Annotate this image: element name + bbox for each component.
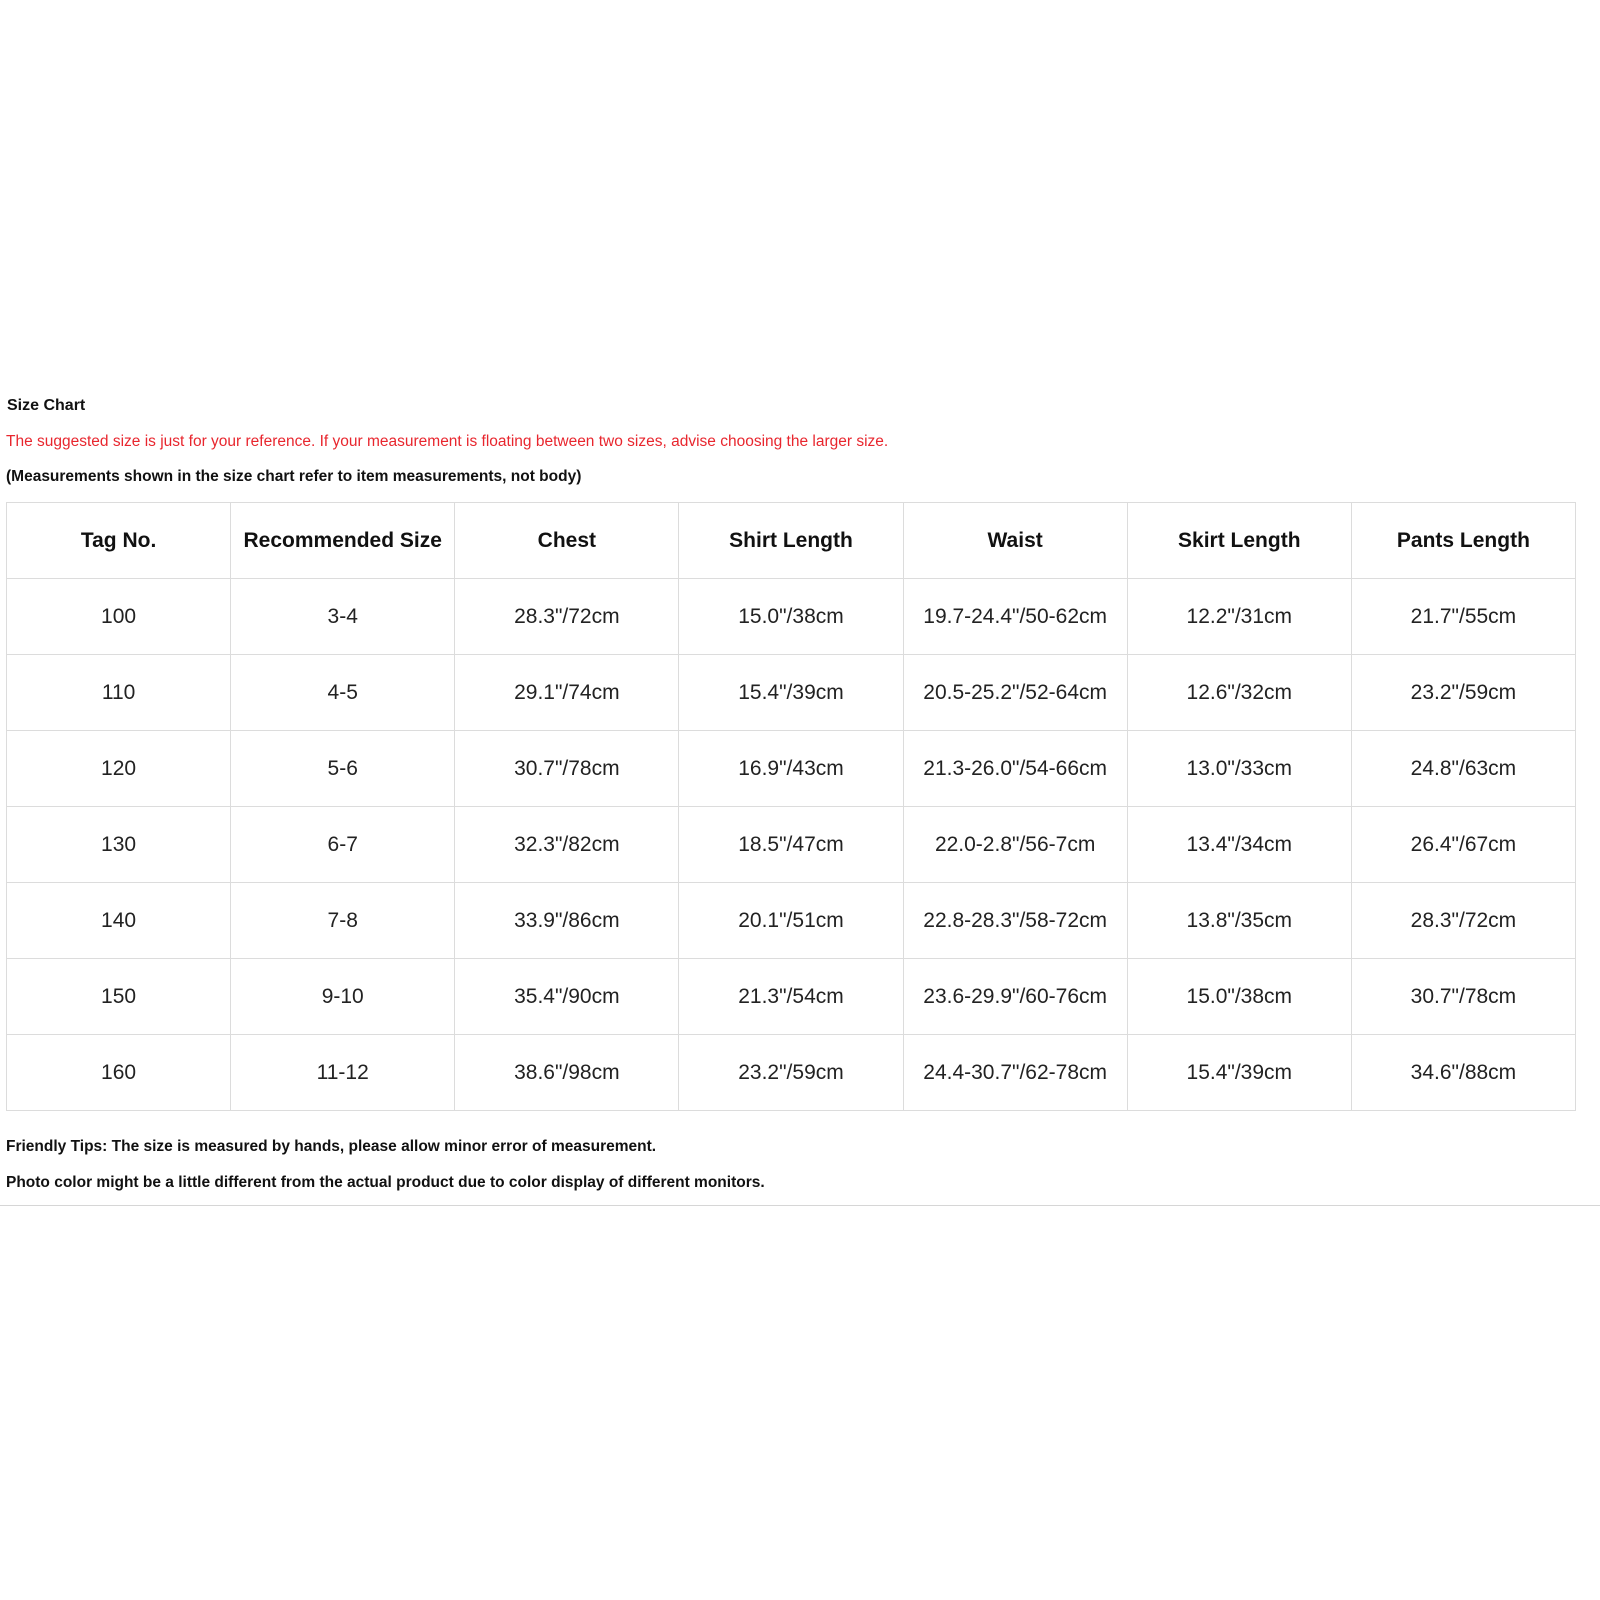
table-row	[7, 655, 1576, 731]
cell-chest: 38.6"/98cm	[455, 1035, 679, 1111]
cell-chest: 29.1"/74cm	[455, 655, 679, 731]
cell-tag-no: 120	[7, 731, 231, 807]
bottom-divider	[0, 1205, 1600, 1206]
color-disclaimer: Photo color might be a little different from the actual product due to color display of different monitors.	[6, 1174, 765, 1191]
cell-waist: 19.7-24.4"/50-62cm	[903, 579, 1127, 655]
cell-skirt-length: 15.0"/38cm	[1127, 959, 1351, 1035]
cell-chest: 35.4"/90cm	[455, 959, 679, 1035]
cell-skirt-length: 15.4"/39cm	[1127, 1035, 1351, 1111]
cell-recommended-size: 9-10	[231, 959, 455, 1035]
cell-skirt-length: 13.0"/33cm	[1127, 731, 1351, 807]
cell-waist: 24.4-30.7"/62-78cm	[903, 1035, 1127, 1111]
cell-tag-no: 110	[7, 655, 231, 731]
cell-shirt-length: 16.9"/43cm	[679, 731, 903, 807]
cell-recommended-size: 3-4	[231, 579, 455, 655]
cell-waist: 22.8-28.3"/58-72cm	[903, 883, 1127, 959]
table-row	[7, 1035, 1576, 1111]
header-tag-no: Tag No.	[7, 503, 231, 579]
cell-recommended-size: 7-8	[231, 883, 455, 959]
cell-recommended-size: 6-7	[231, 807, 455, 883]
cell-pants-length: 26.4"/67cm	[1351, 807, 1575, 883]
table-row	[7, 883, 1576, 959]
size-table	[6, 502, 1576, 1111]
cell-shirt-length: 15.4"/39cm	[679, 655, 903, 731]
cell-pants-length: 34.6"/88cm	[1351, 1035, 1575, 1111]
cell-pants-length: 24.8"/63cm	[1351, 731, 1575, 807]
cell-skirt-length: 13.4"/34cm	[1127, 807, 1351, 883]
header-shirt-length: Shirt Length	[679, 503, 903, 579]
cell-shirt-length: 20.1"/51cm	[679, 883, 903, 959]
cell-waist: 21.3-26.0"/54-66cm	[903, 731, 1127, 807]
cell-chest: 28.3"/72cm	[455, 579, 679, 655]
page-title: Size Chart	[7, 397, 86, 414]
cell-pants-length: 21.7"/55cm	[1351, 579, 1575, 655]
header-skirt-length: Skirt Length	[1127, 503, 1351, 579]
cell-skirt-length: 12.2"/31cm	[1127, 579, 1351, 655]
header-waist: Waist	[903, 503, 1127, 579]
size-chart-section	[6, 396, 1578, 1209]
size-notice: The suggested size is just for your reference. If your measurement is floating between two sizes, advise choosing the larger size.	[6, 433, 889, 450]
header-chest: Chest	[455, 503, 679, 579]
cell-pants-length: 28.3"/72cm	[1351, 883, 1575, 959]
cell-tag-no: 140	[7, 883, 231, 959]
cell-waist: 20.5-25.2"/52-64cm	[903, 655, 1127, 731]
cell-waist: 23.6-29.9"/60-76cm	[903, 959, 1127, 1035]
cell-chest: 32.3"/82cm	[455, 807, 679, 883]
tips-section	[6, 1137, 1578, 1193]
friendly-tip: Friendly Tips: The size is measured by hands, please allow minor error of measurement.	[6, 1138, 657, 1155]
table-row	[7, 579, 1576, 655]
cell-tag-no: 130	[7, 807, 231, 883]
cell-shirt-length: 23.2"/59cm	[679, 1035, 903, 1111]
header-recommended-size: Recommended Size	[231, 503, 455, 579]
cell-shirt-length: 21.3"/54cm	[679, 959, 903, 1035]
table-header-row	[7, 503, 1576, 579]
table-row	[7, 807, 1576, 883]
header-pants-length: Pants Length	[1351, 503, 1575, 579]
cell-recommended-size: 5-6	[231, 731, 455, 807]
table-row	[7, 731, 1576, 807]
cell-shirt-length: 18.5"/47cm	[679, 807, 903, 883]
cell-pants-length: 30.7"/78cm	[1351, 959, 1575, 1035]
cell-shirt-length: 15.0"/38cm	[679, 579, 903, 655]
cell-skirt-length: 13.8"/35cm	[1127, 883, 1351, 959]
measurement-note: (Measurements shown in the size chart refer to item measurements, not body)	[6, 468, 582, 485]
table-row	[7, 959, 1576, 1035]
cell-skirt-length: 12.6"/32cm	[1127, 655, 1351, 731]
cell-tag-no: 100	[7, 579, 231, 655]
cell-chest: 30.7"/78cm	[455, 731, 679, 807]
cell-chest: 33.9"/86cm	[455, 883, 679, 959]
cell-pants-length: 23.2"/59cm	[1351, 655, 1575, 731]
cell-recommended-size: 11-12	[231, 1035, 455, 1111]
cell-tag-no: 150	[7, 959, 231, 1035]
cell-tag-no: 160	[7, 1035, 231, 1111]
cell-recommended-size: 4-5	[231, 655, 455, 731]
cell-waist: 22.0-2.8"/56-7cm	[903, 807, 1127, 883]
